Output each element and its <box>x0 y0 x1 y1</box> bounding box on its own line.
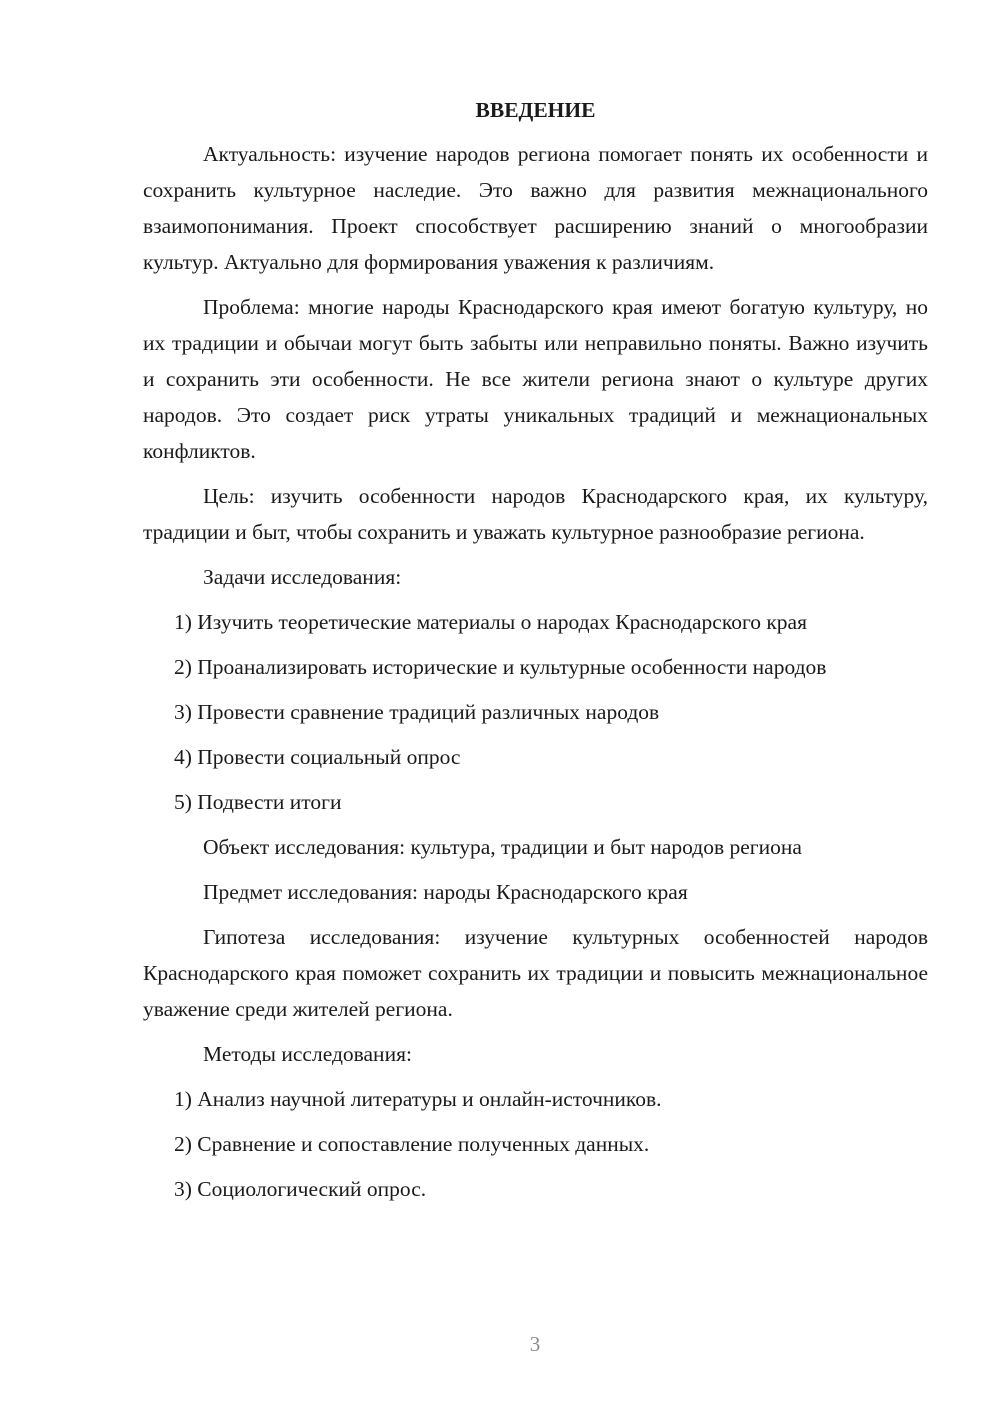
section-title: ВВЕДЕНИЕ <box>475 98 596 122</box>
page-number: 3 <box>529 1332 541 1356</box>
methods-list <box>143 1081 928 1207</box>
methods-heading: Методы исследования: <box>203 1042 412 1066</box>
list-item: 4) Провести социальный опрос <box>174 745 461 769</box>
list-item: 1) Изучить теоретические материалы о народах Краснодарского края <box>174 610 807 634</box>
tasks-list <box>143 604 928 820</box>
document-page <box>143 88 928 1216</box>
list-item: 2) Сравнение и сопоставление полученных данных. <box>174 1132 650 1156</box>
tasks-heading: Задачи исследования: <box>203 565 402 589</box>
object-paragraph: Объект исследования: культура, традиции и быт народов региона <box>203 835 802 859</box>
list-item: 1) Анализ научной литературы и онлайн-источников. <box>174 1087 662 1111</box>
list-item: 5) Подвести итоги <box>174 790 342 814</box>
subject-paragraph: Предмет исследования: народы Краснодарского края <box>203 880 688 904</box>
list-item: 2) Проанализировать исторические и культурные особенности народов <box>174 655 827 679</box>
relevance-paragraph: Актуальность: изучение народов региона помогает понять их особенности и сохранить культурное наследие. Это важно для развития межнационального взаимопонимания. Проект способствует расширению знаний о многообразии культур. Актуально для формирования уважения к различиям. <box>143 142 928 274</box>
problem-paragraph: Проблема: многие народы Краснодарского края имеют богатую культуру, но их традиции и обычаи могут быть забыты или неправильно поняты. Важно изучить и сохранить эти особенности. Не все жители региона знают о культуре других народов. Это создает риск утраты уникальных традиций и межнациональных конфликтов. <box>143 295 928 463</box>
hypothesis-paragraph: Гипотеза исследования: изучение культурных особенностей народов Краснодарского края поможет сохранить их традиции и повысить межнациональное уважение среди жителей региона. <box>143 925 928 1021</box>
goal-paragraph: Цель: изучить особенности народов Краснодарского края, их культуру, традиции и быт, чтобы сохранить и уважать культурное разнообразие региона. <box>143 484 928 544</box>
list-item: 3) Провести сравнение традиций различных народов <box>174 700 660 724</box>
list-item: 3) Социологический опрос. <box>174 1177 427 1201</box>
